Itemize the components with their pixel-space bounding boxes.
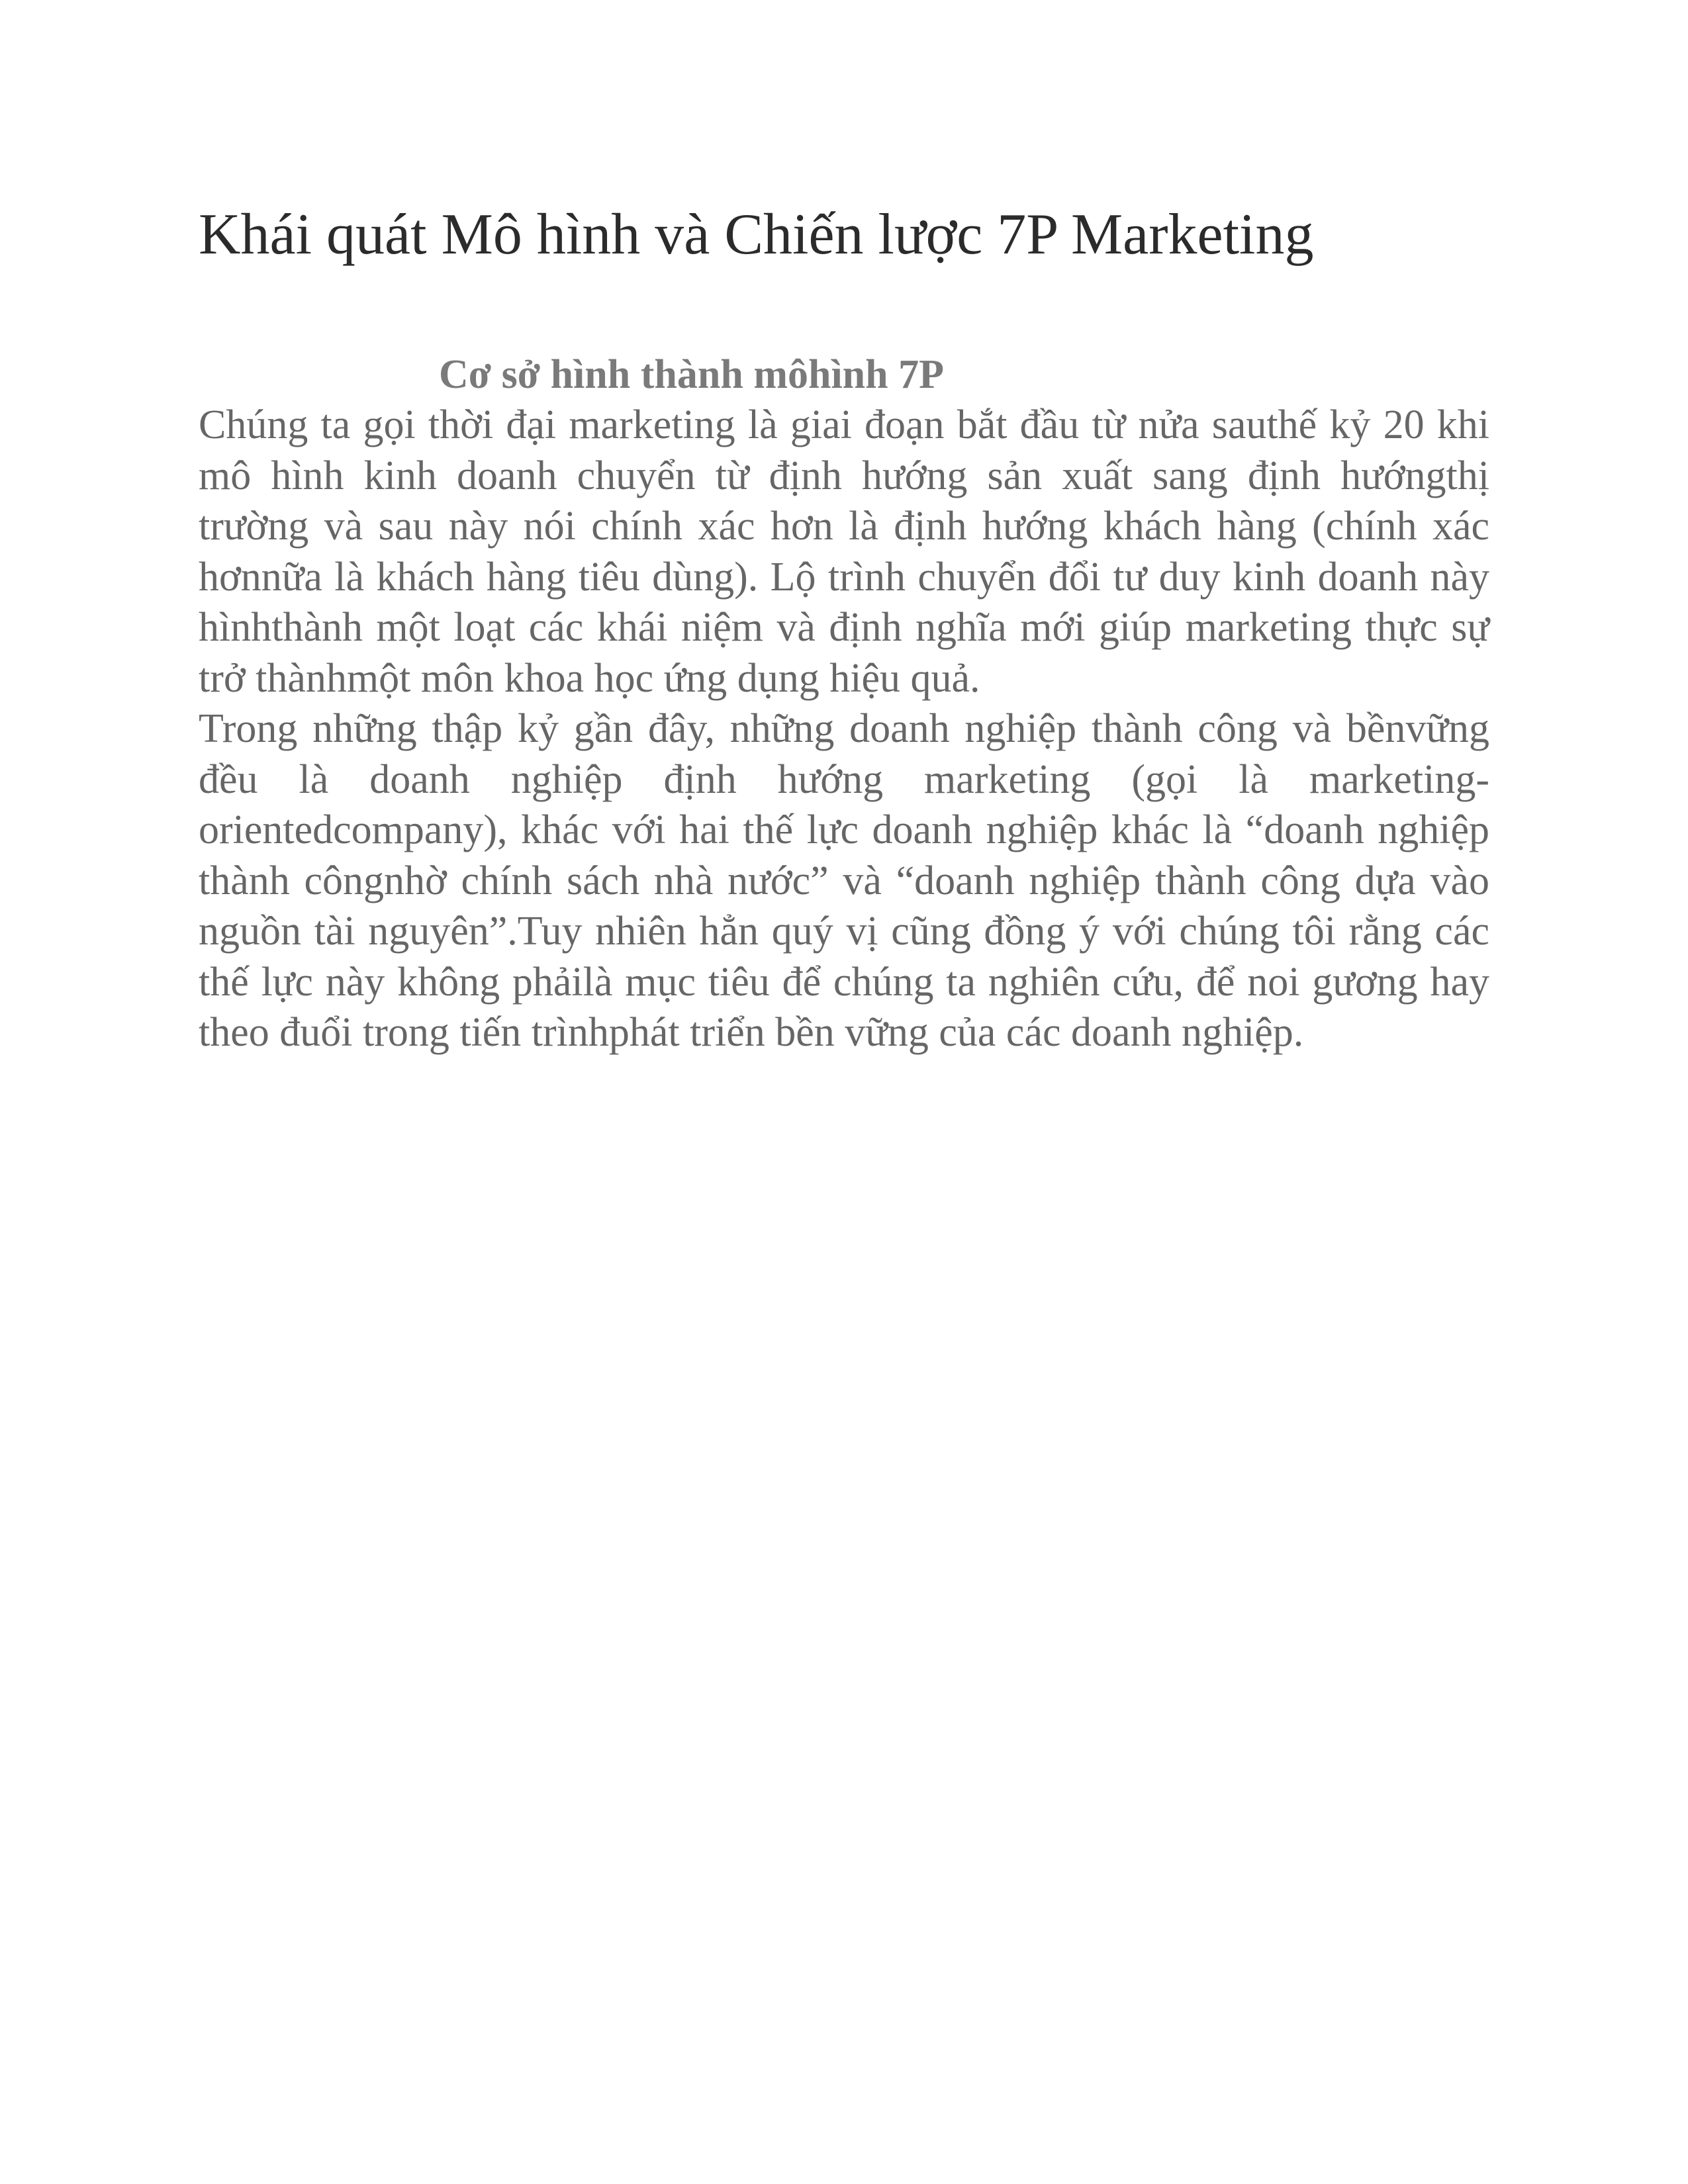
document-body	[199, 400, 1489, 1058]
document-title: Khái quát Mô hình và Chiến lược 7P Marketing	[199, 203, 1314, 267]
body-paragraph-1: Chúng ta gọi thời đại marketing là giai đoạn bắt đầu từ nửa sauthế kỷ 20 khi mô hình kinh doanh chuyển từ định hướng sản xuất sang định hướngthị trường và sau này nói chính xác hơn là định hướng khách hàng (chính xác hơnnữa là khách hàng tiêu dùng). Lộ trình chuyển đổi tư duy kinh doanh này hìnhthành một loạt các khái niệm và định nghĩa mới giúp marketing thực sự trở thànhmột môn khoa học ứng dụng hiệu quả.	[199, 402, 1489, 701]
section-heading: Cơ sở hình thành môhình 7P	[439, 352, 945, 397]
body-paragraph-2: Trong những thập kỷ gần đây, những doanh nghiệp thành công và bềnvững đều là doanh nghiệp định hướng marketing (gọi là marketing-orientedcompany), khác với hai thế lực doanh nghiệp khác là “doanh nghiệp thành côngnhờ chính sách nhà nước” và “doanh nghiệp thành công dựa vào nguồn tài nguyên”.Tuy nhiên hẳn quý vị cũng đồng ý với chúng tôi rằng các thế lực này không phảilà mục tiêu để chúng ta nghiên cứu, để noi gương hay theo đuổi trong tiến trìnhphát triển bền vững của các doanh nghiệp.	[199, 706, 1489, 1055]
